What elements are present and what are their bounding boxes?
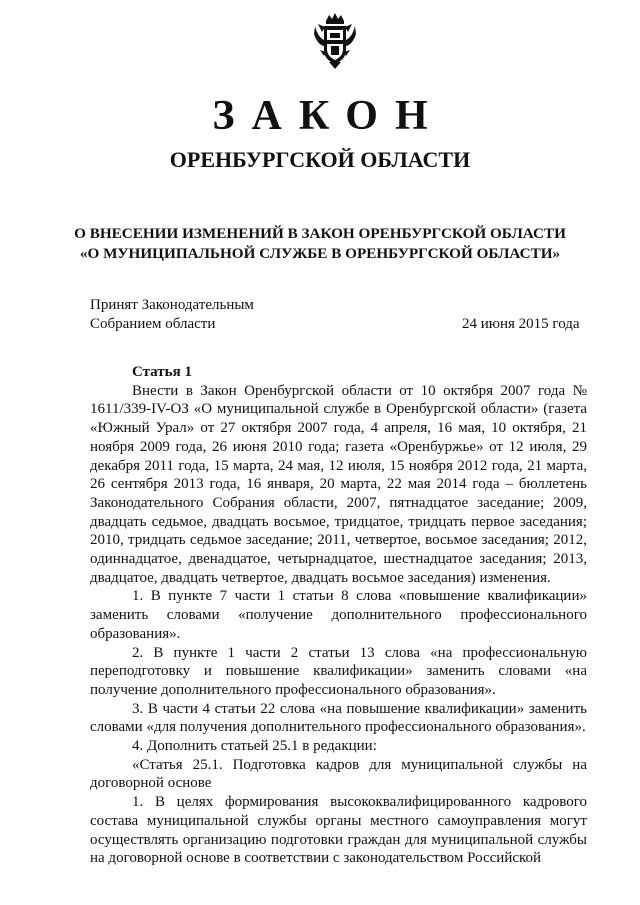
- new-article-title: «Статья 25.1. Подготовка кадров для муниципальной службы на договорной основе: [90, 756, 587, 792]
- article-item: 4. Дополнить статьей 25.1 в редакции:: [132, 738, 377, 755]
- law-subject-line: «О МУНИЦИПАЛЬНОЙ СЛУЖБЕ В ОРЕНБУРГСКОЙ ОБЛАСТИ»: [79, 245, 561, 262]
- adoption-line: Собранием области: [90, 316, 216, 332]
- adoption-note: [90, 296, 254, 334]
- adoption-line: Принят Законодательным: [90, 297, 254, 313]
- coat-of-arms-icon: [312, 12, 358, 70]
- article-item: 2. В пункте 1 части 2 статьи 13 слова «на профессиональную переподготовку и повышение квалификации» заменить словами «на получение дополнительного профессионального образования».: [90, 644, 587, 698]
- adoption-date: 24 июня 2015 года: [462, 316, 580, 332]
- new-article-paragraph: 1. В целях формирования высококвалифицированного кадрового состава муниципальной службы органы местного самоуправления могут осуществлять организацию подготовки граждан для муниципальной службы на договорной основе в соответствии с законодательством Российской: [90, 794, 587, 867]
- article-item: 1. В пункте 7 части 1 статьи 8 слова «повышение квалификации» заменить словами «получение дополнительного профессионального образования».: [90, 588, 587, 642]
- article-paragraph: Внести в Закон Оренбургской области от 10 октября 2007 года № 1611/339-IV-ОЗ «О муниципальной службе в Оренбургской области» (газета «Южный Урал» от 27 октября 2007 года, 4 апреля, 16 мая, 10 октября, 21 ноября 2009 года, 26 июня 2010 года; газета «Оренбуржье» от 12 июля, 29 декабря 2011 года, 15 марта, 24 мая, 12 июля, 15 ноября 2012 года, 21 марта, 26 сентября 2013 года, 16 января, 20 марта, 22 мая 2014 года – бюллетень Законодательного Собрания области, 2007, пятнадцатое заседание; 2009, двадцать седьмое, двадцать восьмое, тридцатое, тридцать первое заседания; 2010, тридцать седьмое заседание; 2011, четвертое, восьмое заседания; 2012, одиннадцатое, двенадцатое, четырнадцатое, шестнадцатое заседания; 2013, двадцатое, двадцать четвертое, двадцать восьмое заседания) изменения.: [90, 382, 587, 586]
- law-title: ЗАКОН: [212, 93, 445, 139]
- law-subject: [60, 224, 580, 264]
- article-item: 3. В части 4 статьи 22 слова «на повышение квалификации» заменить словами «для получения дополнительного профессионального образования».: [90, 700, 587, 736]
- article-title: Статья 1: [132, 364, 192, 380]
- law-subject-line: О ВНЕСЕНИИ ИЗМЕНЕНИЙ В ЗАКОН ОРЕНБУРГСКОЙ ОБЛАСТИ: [74, 225, 566, 242]
- region-title: ОРЕНБУРГСКОЙ ОБЛАСТИ: [169, 147, 471, 172]
- article-body: [90, 363, 587, 868]
